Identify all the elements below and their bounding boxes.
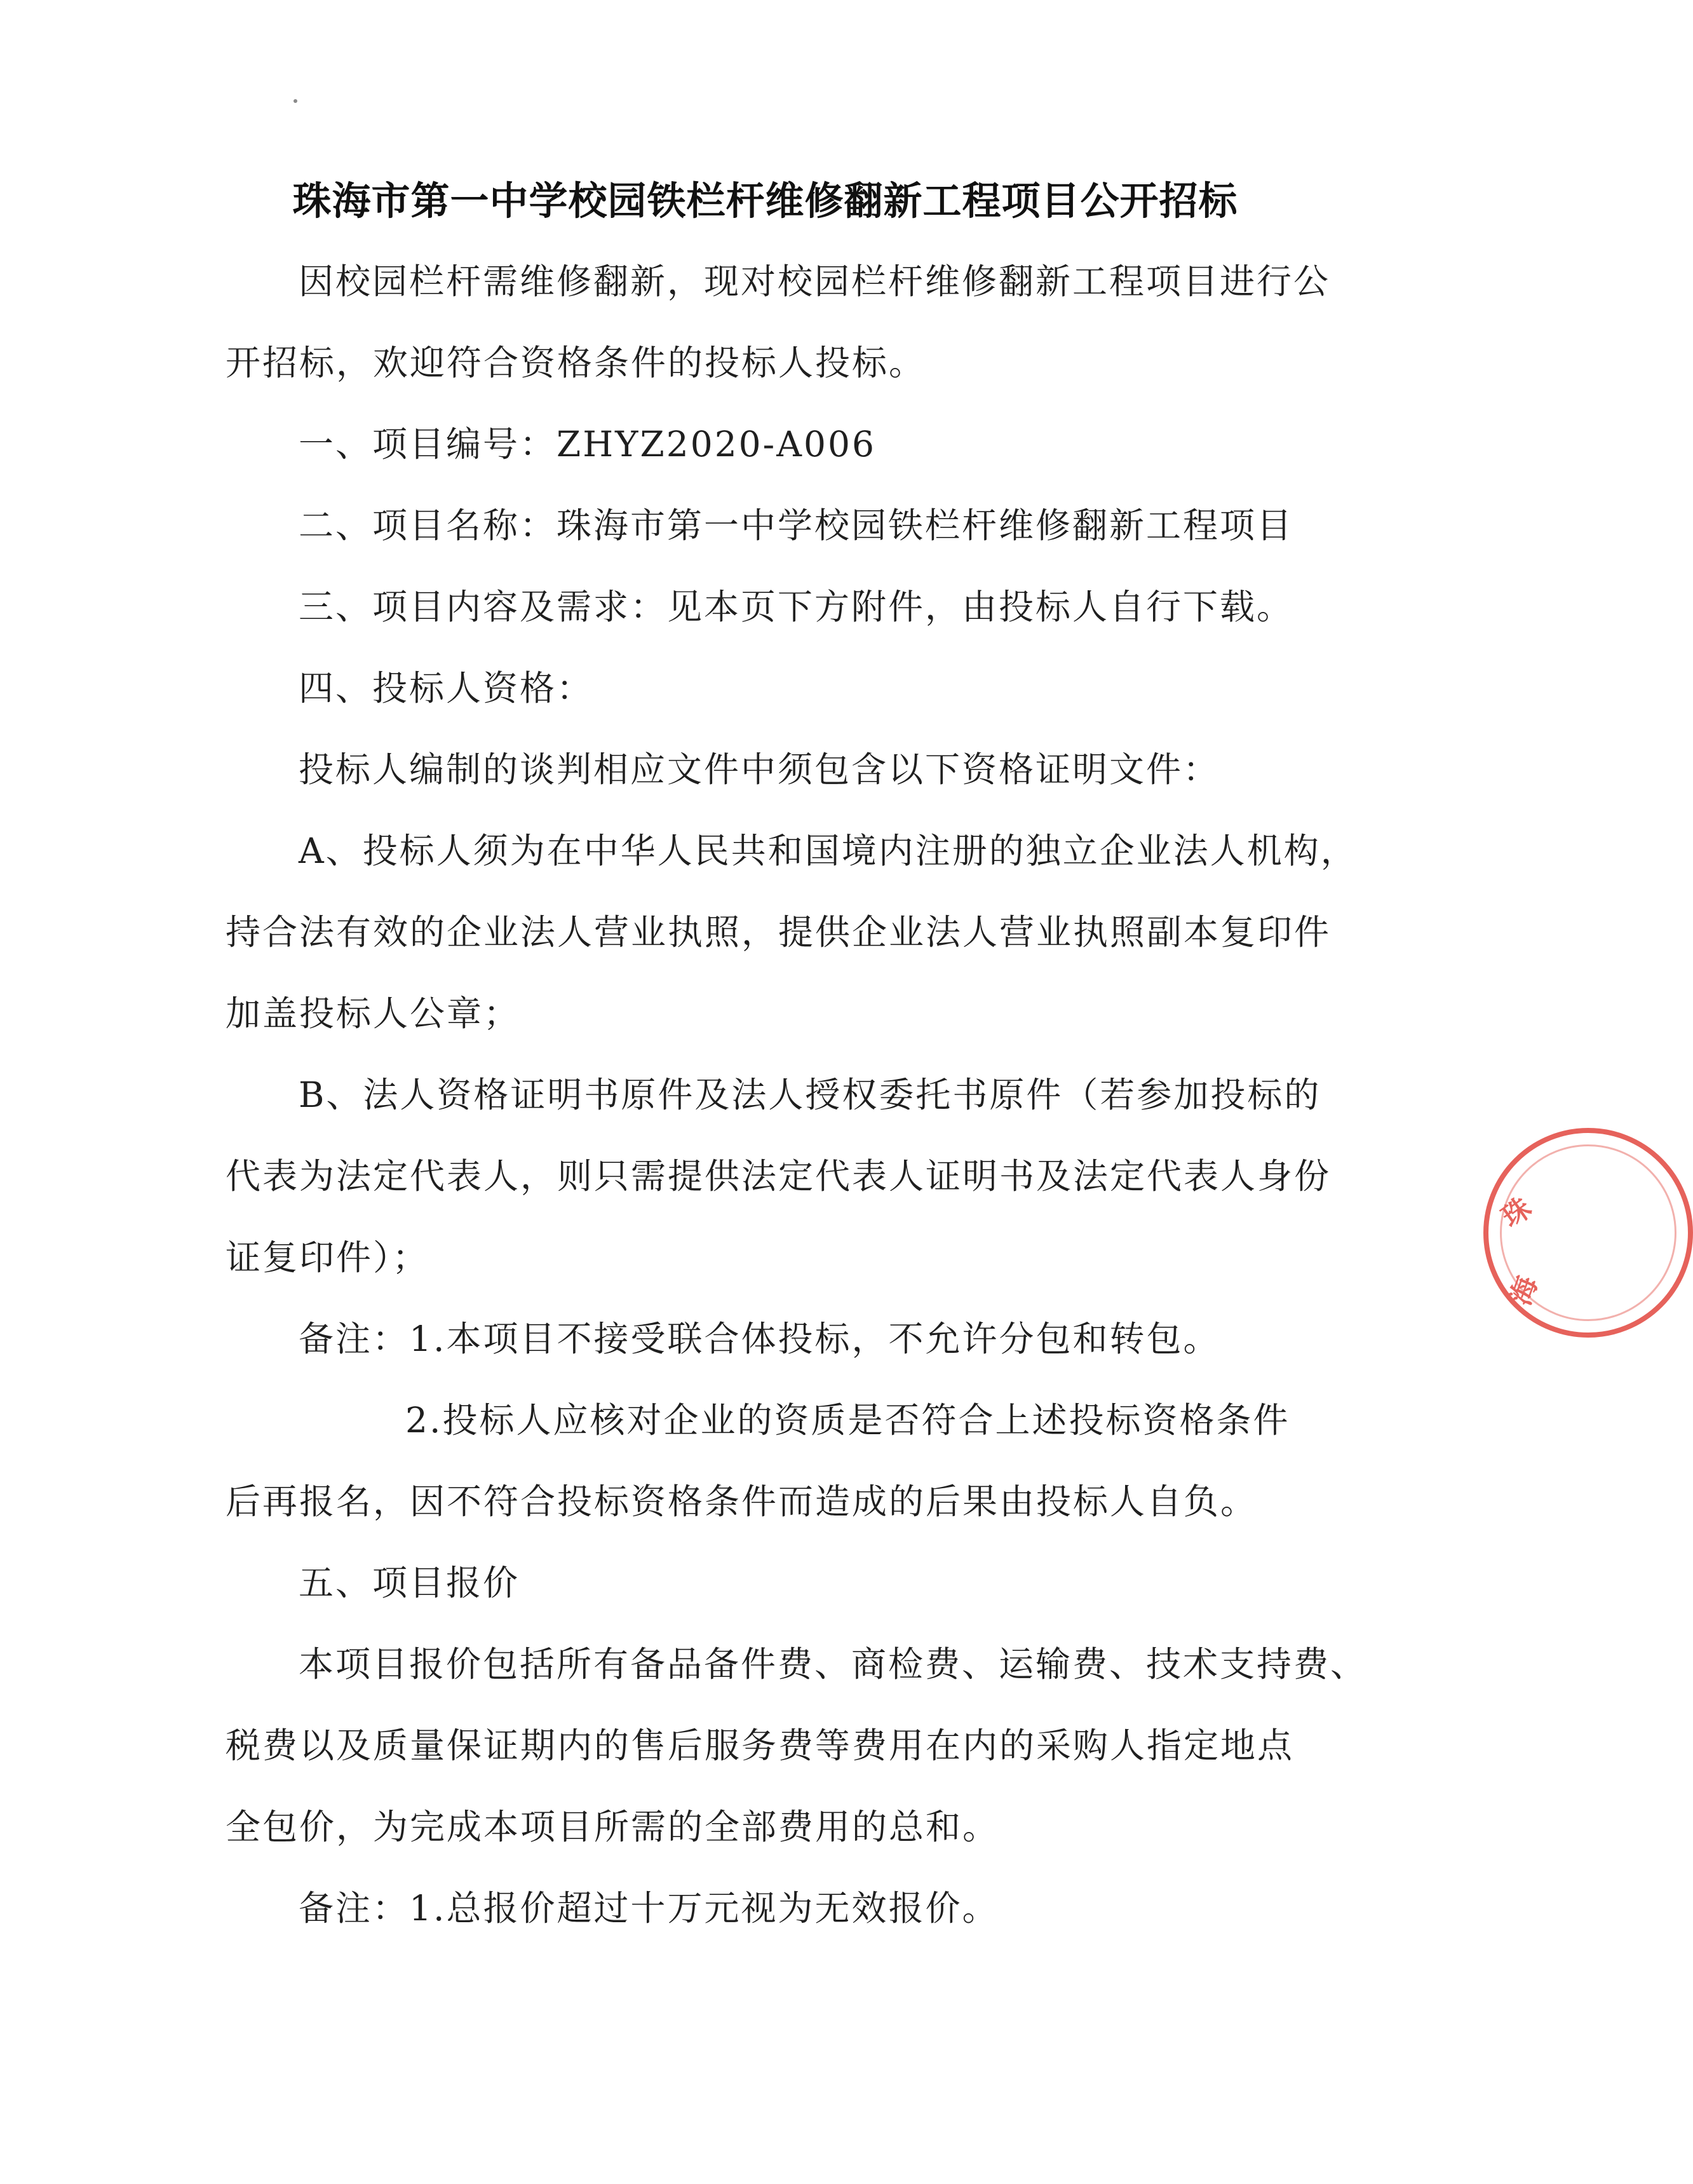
qualification-b-line-1: B、法人资格证明书原件及法人授权委托书原件（若参加投标的	[299, 1075, 1321, 1115]
qualification-a-line-1: A、投标人须为在中华人民共和国境内注册的独立企业法人机构，	[299, 831, 1358, 871]
quote-note: 备注：1.总报价超过十万元视为无效报价。	[299, 1888, 999, 1929]
qualification-a-line-3: 加盖投标人公章；	[226, 993, 521, 1034]
seal-char-2: 海	[1504, 1272, 1544, 1310]
intro-line-1: 因校园栏杆需维修翻新，现对校园栏杆维修翻新工程项目进行公	[299, 261, 1331, 302]
quote-line-3: 全包价，为完成本项目所需的全部费用的总和。	[226, 1807, 1000, 1847]
section-project-quote: 五、项目报价	[299, 1563, 520, 1603]
document-title: 珠海市第一中学校园铁栏杆维修翻新工程项目公开招标	[292, 179, 1238, 224]
qualification-b-line-2: 代表为法定代表人，则只需提供法定代表人证明书及法定代表人身份	[226, 1156, 1332, 1197]
project-number: 一、项目编号：ZHYZ2020-A006	[299, 424, 876, 465]
qualification-b-line-3: 证复印件）；	[226, 1237, 429, 1278]
seal-char-1: 珠	[1495, 1191, 1538, 1235]
project-name: 二、项目名称：珠海市第一中学校园铁栏杆维修翻新工程项目	[299, 505, 1294, 546]
project-content: 三、项目内容及需求：见本页下方附件，由投标人自行下载。	[299, 587, 1294, 627]
note-1: 备注：1.本项目不接受联合体投标，不允许分包和转包。	[299, 1319, 1220, 1359]
note-2-line-2: 后再报名，因不符合投标资格条件而造成的后果由投标人自负。	[226, 1481, 1258, 1522]
section-bidder-qualification: 四、投标人资格：	[299, 668, 594, 709]
quote-line-1: 本项目报价包括所有备品备件费、商检费、运输费、技术支持费、	[299, 1644, 1368, 1685]
intro-line-2: 开招标，欢迎符合资格条件的投标人投标。	[226, 343, 926, 383]
quote-line-2: 税费以及质量保证期内的售后服务费等费用在内的采购人指定地点	[226, 1725, 1295, 1766]
qualification-intro: 投标人编制的谈判相应文件中须包含以下资格证明文件：	[299, 749, 1220, 790]
qualification-a-line-2: 持合法有效的企业法人营业执照，提供企业法人营业执照副本复印件	[226, 912, 1332, 953]
note-2-line-1: 2.投标人应核对企业的资质是否符合上述投标资格条件	[405, 1400, 1290, 1441]
official-seal-stamp	[1483, 1128, 1693, 1338]
scan-speck	[293, 99, 297, 103]
